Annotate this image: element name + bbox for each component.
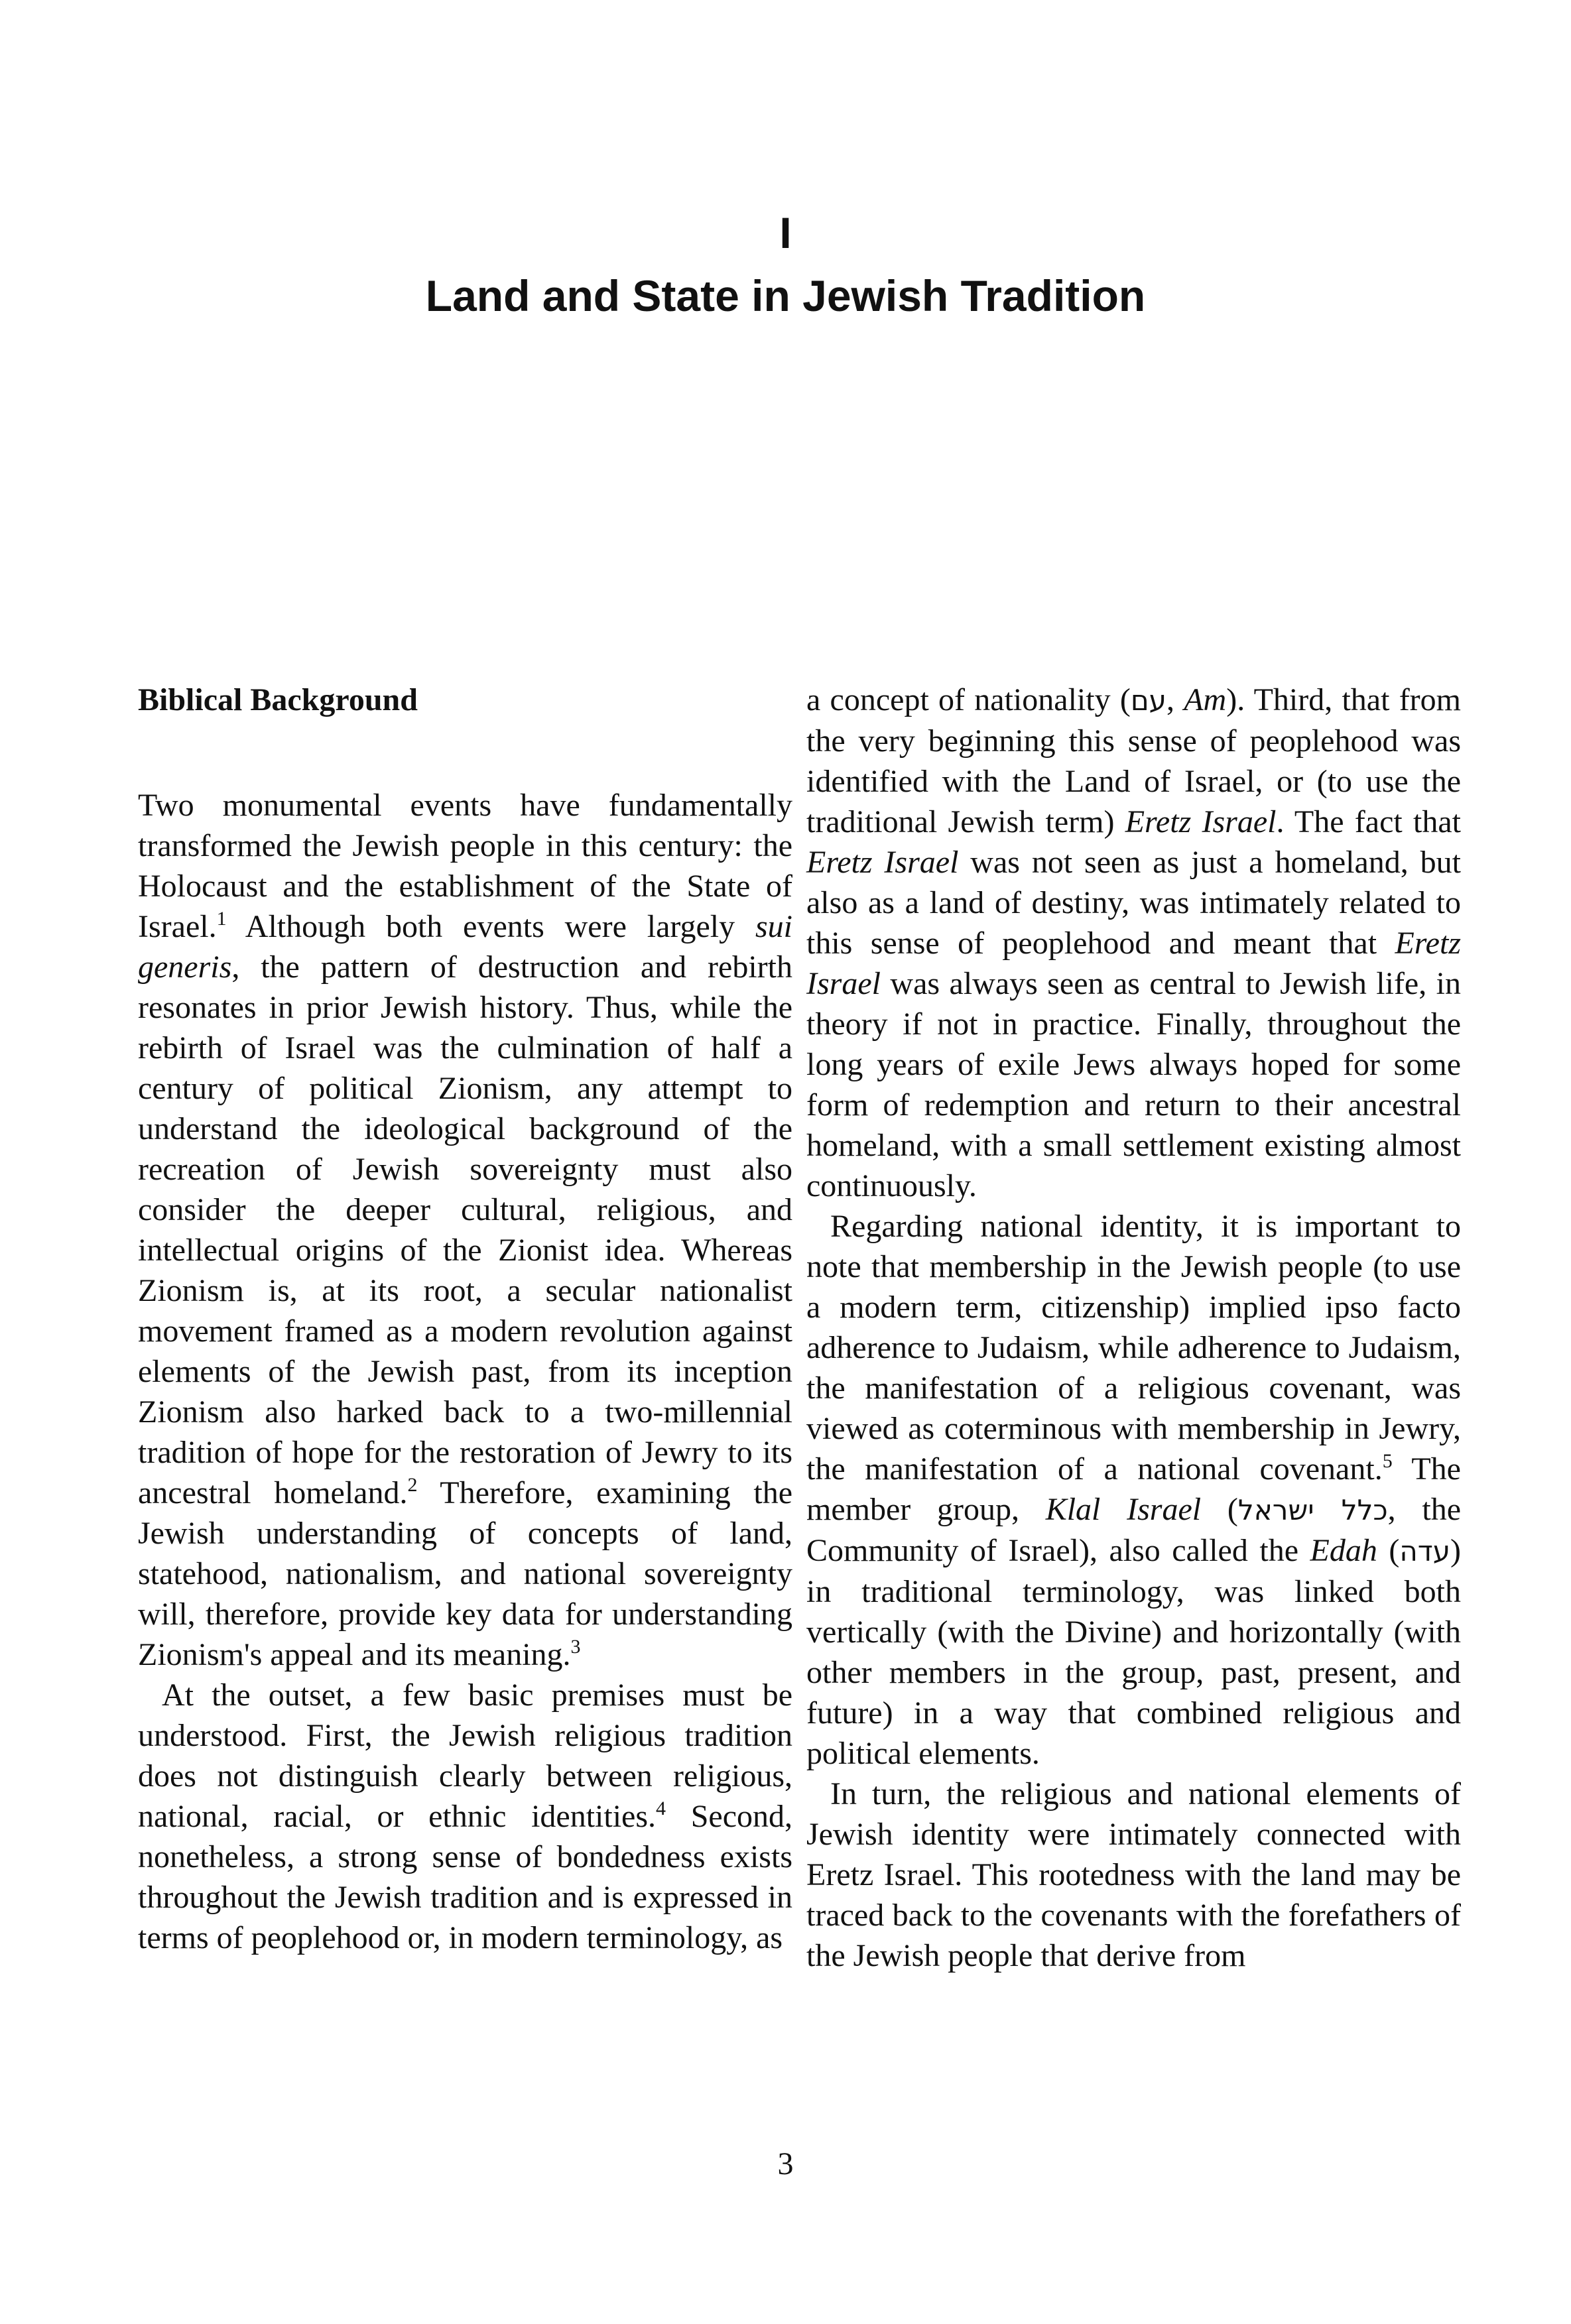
paragraph [138, 1675, 792, 1958]
text-run: Therefore, examining the Jewish understanding of concepts of land, statehood, nationalism, and national sovereignty will, therefore, provide key data for understanding Zionism's appeal and its meaning. [138, 1475, 792, 1672]
text-run: . The fact that [1276, 804, 1461, 839]
text-run: At the outset, a few basic premises must be understood. First, the Jewish religious tradition does not distinguish clearly between religious, national, racial, or ethnic identities. [138, 1678, 792, 1834]
text-run: ). Third, that from the very beginning this sense of peoplehood was identified with the Land of Israel, or (to use the traditional Jewish term) [806, 682, 1462, 839]
text-run: a concept of nationality ( [806, 682, 1131, 717]
text-run: , [1166, 682, 1184, 717]
chapter-title: Land and State in Jewish Tradition [425, 271, 1146, 320]
text-run: ) in traditional terminology, was linked both vertically (with the Divine) and horizontally (with other members in the group, past, present, and future) in a way that combined religious and political elements. [806, 1533, 1462, 1771]
text-run: Although both events were largely [226, 909, 755, 944]
hebrew-term: כלל ישראל [1237, 1494, 1388, 1526]
text-run: Regarding national identity, it is important to note that membership in the Jewish people (to use a modern term, citizenship) implied ipso facto adherence to Judaism, while adherence to Judaism, the manifestation of a religious covenant, was viewed as coterminous with membership in Jewry, the manifestation of a national covenant. [806, 1209, 1461, 1487]
text-run: Two monumental events have fundamentally transformed the Jewish people in this century: the Holocaust and the establishment of the State of Israel. [138, 788, 792, 944]
footnote-ref: 3 [570, 1636, 581, 1658]
paragraph [806, 680, 1461, 1206]
paragraph [806, 1774, 1461, 1976]
text-run: In turn, the religious and national elements of Jewish identity were intimately connected with Eretz Israel. This rootedness with the land may be traced back to the covenants with the forefathers of the Jewish people that derive from [806, 1776, 1461, 1973]
text-run: ( [1377, 1533, 1400, 1568]
italic-term: Eretz Israel [806, 845, 959, 880]
italic-term: Edah [1310, 1533, 1377, 1568]
text-run: was not seen as just a homeland, but also as a land of destiny, was intimately related to this sense of peoplehood and meant that [806, 845, 1461, 961]
footnote-ref: 1 [216, 908, 227, 930]
italic-term: Eretz Israel [1125, 804, 1277, 839]
text-run: The member group, [806, 1451, 1461, 1527]
section-heading: Biblical Background [138, 682, 418, 717]
page-number: 3 [777, 2146, 794, 2181]
hebrew-term: עדה [1399, 1535, 1451, 1567]
right-column [806, 680, 1461, 1976]
paragraph [806, 1206, 1461, 1774]
footnote-ref: 4 [656, 1798, 666, 1819]
footnote-ref: 2 [407, 1474, 418, 1496]
italic-term: Am [1184, 682, 1227, 717]
paragraph [138, 785, 792, 1675]
text-run: , the Community of Israel), also called the [806, 1492, 1462, 1568]
italic-term: sui generis [138, 909, 792, 985]
italic-term: Klal Israel [1045, 1492, 1202, 1527]
footnote-ref: 5 [1382, 1450, 1393, 1472]
text-run: , the pattern of destruction and rebirth resonates in prior Jewish history. Thus, while the rebirth of Israel was the culmination of half a century of political Zionism, any attempt to understand the ideological background of the recreation of Jewish sovereignty must also consider the deeper cultural, religious, and intellectual origins of the Zionist idea. Whereas Zionism is, at its root, a secular nationalist movement framed as a modern revolution against elements of the Jewish past, from its inception Zionism also harked back to a two-millennial tradition of hope for the restoration of Jewry to its ancestral homeland. [138, 949, 792, 1510]
left-column [138, 680, 792, 1958]
text-run: ( [1201, 1492, 1238, 1527]
text-run: Second, nonetheless, a strong sense of bondedness exists throughout the Jewish tradition and is expressed in terms of peoplehood or, in modern terminology, as [138, 1799, 793, 1955]
italic-term: Eretz Israel [806, 926, 1461, 1001]
chapter-number: I [779, 208, 792, 257]
text-run: was always seen as central to Jewish life, in theory if not in practice. Finally, throughout the long years of exile Jews always hoped for some form of redemption and return to their ancestral homeland, with a small settlement existing almost continuously. [806, 966, 1461, 1203]
hebrew-term: עם [1130, 684, 1166, 717]
